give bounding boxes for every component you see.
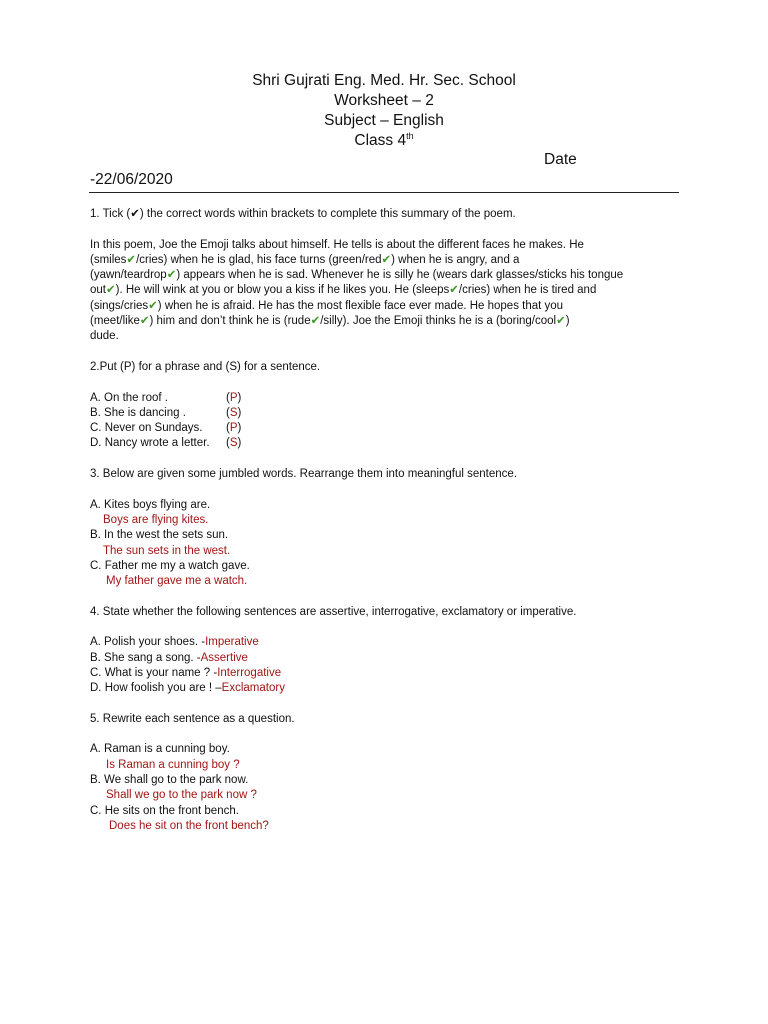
q3-question: C. Father me my a watch gave. (90, 559, 250, 572)
green-check-icon: ✔ (106, 284, 116, 297)
q2-item: C. Never on Sundays. (P) (90, 422, 242, 435)
school-name: Shri Gujrati Eng. Med. Hr. Sec. School (252, 72, 516, 89)
date-label: Date (544, 151, 577, 168)
q1-text-line: dude. (90, 330, 119, 343)
q4-answer: Imperative (205, 636, 259, 649)
green-check-icon: ✔ (381, 253, 392, 266)
q4-item: B. She sang a song. -Assertive (90, 651, 248, 664)
class-line (0, 131, 768, 151)
green-check-icon: ✔ (310, 315, 321, 328)
q5-answer: Is Raman a cunning boy ? (106, 758, 240, 771)
class-sup: th (406, 130, 414, 141)
q4-item: D. How foolish you are ! –Exclamatory (90, 682, 285, 695)
green-check-icon: ✔ (449, 284, 459, 297)
q3-answer: Boys are flying kites. (103, 513, 209, 526)
q2-item: B. She is dancing . (S) (90, 406, 242, 419)
header-divider (89, 192, 679, 193)
q2-answer: P (229, 391, 238, 404)
green-check-icon: ✔ (139, 315, 150, 328)
q4-instruction: 4. State whether the following sentences are assertive, interrogative, exclamatory or imperative. (90, 605, 577, 618)
q3-instruction: 3. Below are given some jumbled words. Rearrange them into meaningful sentence. (90, 468, 518, 481)
q4-answer: Exclamatory (221, 682, 285, 695)
green-check-icon: ✔ (556, 315, 566, 328)
date-value: -22/06/2020 (90, 171, 173, 188)
q5-answer: Shall we go to the park now ? (106, 789, 257, 802)
q2-instruction: 2.Put (P) for a phrase and (S) for a sentence. (90, 360, 321, 373)
worksheet-number: Worksheet – 2 (334, 92, 434, 109)
green-check-icon: ✔ (126, 253, 137, 266)
q2-answer: S (229, 437, 238, 450)
class-base: Class 4 (354, 132, 407, 149)
subject-line: Subject – English (324, 112, 444, 129)
q1-text-line: In this poem, Joe the Emoji talks about himself. He tells is about the different faces he makes. He (90, 238, 584, 251)
q2-answer: S (229, 406, 238, 419)
q2-item: A. On the roof . (P) (90, 391, 242, 404)
q1-text-line: (sings/cries✔) when he is afraid. He has the most flexible face ever made. He hopes that you (90, 299, 564, 312)
q4-item: A. Polish your shoes. -Imperative (90, 636, 259, 649)
q2-answer: P (229, 422, 238, 435)
q4-answer: Interrogative (217, 666, 282, 679)
worksheet-body (90, 207, 690, 834)
q5-instruction: 5. Rewrite each sentence as a question. (90, 712, 295, 725)
q5-question: B. We shall go to the park now. (90, 773, 249, 786)
tick-mark-icon: ✔ (130, 208, 140, 220)
q1-text-line: (smiles✔/cries) when he is glad, his face turns (green/red✔) when he is angry, and a (90, 253, 520, 266)
q1-text-line: (yawn/teardrop✔) appears when he is sad. Whenever he is silly he (wears dark glasses/sticks his tongue (90, 269, 624, 282)
green-check-icon: ✔ (166, 269, 177, 282)
q5-answer: Does he sit on the front bench? (109, 819, 269, 832)
q4-item: C. What is your name ? -Interrogative (90, 666, 282, 679)
q1-instruction: 1. Tick (✔) the correct words within brackets to complete this summary of the poem. (90, 208, 516, 220)
q4-answer: Assertive (200, 651, 248, 664)
q3-question: B. In the west the sets sun. (90, 529, 229, 542)
q5-question: C. He sits on the front bench. (90, 804, 239, 817)
q3-answer: The sun sets in the west. (103, 544, 231, 557)
green-check-icon: ✔ (148, 299, 158, 312)
q1-text-line: out✔). He will wink at you or blow you a kiss if he likes you. He (sleeps✔/cries) when he is tired and (90, 284, 597, 297)
q3-question: A. Kites boys flying are. (90, 498, 211, 511)
q3-answer: My father gave me a watch. (106, 575, 248, 588)
q5-question: A. Raman is a cunning boy. (90, 743, 230, 756)
q1-text-line: (meet/like✔) him and don’t think he is (rude✔/silly). Joe the Emoji thinks he is a (boring/cool✔) (90, 315, 570, 328)
q2-item: D. Nancy wrote a letter. (S) (90, 437, 242, 450)
